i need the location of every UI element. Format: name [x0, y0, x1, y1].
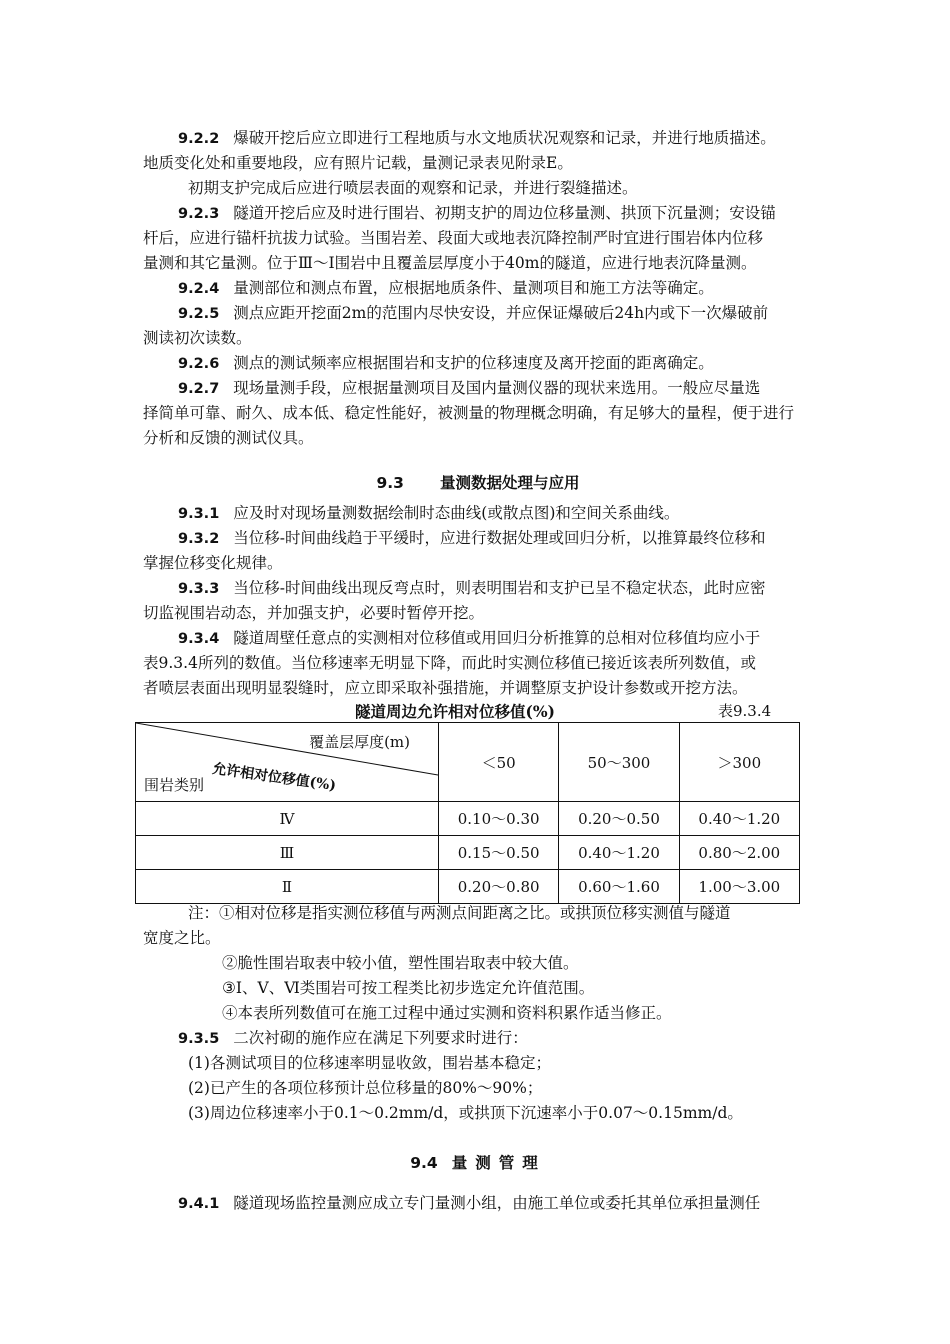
para-9-3-3-line1: 9.3.3 当位移-时间曲线出现反弯点时，则表明围岩和支护已呈不稳定状态，此时应密 — [178, 579, 766, 597]
requirement-item-2: (2)已产生的各项位移预计总位移量的80%～90%； — [188, 1079, 543, 1097]
note-2: ②脆性围岩取表中较小值，塑性围岩取表中较大值。 — [222, 954, 579, 972]
table-row — [136, 802, 800, 836]
table-row — [136, 836, 800, 870]
para-9-2-6: 9.2.6 测点的测试频率应根据围岩和支护的位移速度及离开挖面的距离确定。 — [178, 354, 714, 372]
table-cell: 0.10～0.30 — [439, 802, 559, 836]
para-9-2-3-line2: 杆后，应进行锚杆抗拔力试验。当围岩差、段面大或地表沉降控制严时宜进行围岩体内位移 — [143, 229, 764, 247]
corner-label-rock-class: 围岩类别 — [144, 776, 205, 794]
para-9-3-5: 9.3.5 二次衬砌的施作应在满足下列要求时进行： — [178, 1029, 528, 1047]
row-category: Ⅱ — [136, 870, 439, 904]
clause-number: 9.2.4 — [178, 281, 220, 297]
section-heading-9-4: 9.4 量测管理 — [410, 1153, 546, 1172]
clause-number: 9.2.2 — [178, 131, 220, 147]
column-header: 50～300 — [559, 723, 679, 802]
para-9-2-7-line3: 分析和反馈的测试仪具。 — [143, 429, 314, 447]
table-cell: 0.20～0.50 — [559, 802, 679, 836]
para-9-3-4-line2: 表9.3.4所列的数值。当位移速率无明显下降，而此时实测位移值已接近该表所列数值，或 — [143, 654, 756, 672]
clause-number: 9.3.4 — [178, 631, 220, 647]
note-1-line2: 宽度之比。 — [143, 929, 221, 947]
para-9-4-1: 9.4.1 隧道现场监控量测应成立专门量测小组，由施工单位或委托其单位承担量测任 — [178, 1194, 761, 1212]
corner-label-allowed-displacement: 允许相对位移值(%) — [211, 760, 337, 795]
table-header-row — [136, 723, 800, 802]
para-9-2-3-line1: 9.2.3 隧道开挖后应及时进行围岩、初期支护的周边位移量测、拱顶下沉量测；安设锚 — [178, 204, 776, 222]
section-heading-9-3: 9.3 量测数据处理与应用 — [376, 473, 580, 492]
displacement-table — [135, 722, 800, 904]
clause-number: 9.2.5 — [178, 306, 220, 322]
para-9-3-4-line1: 9.3.4 隧道周壁任意点的实测相对位移值或用回归分析推算的总相对位移值均应小于 — [178, 629, 761, 647]
para-9-2-7-line1: 9.2.7 现场量测手段，应根据量测项目及国内量测仪器的现状来选用。一般应尽量选 — [178, 379, 761, 397]
para-9-2-2-line3: 初期支护完成后应进行喷层表面的观察和记录，并进行裂缝描述。 — [188, 179, 638, 197]
para-9-2-3-line3: 量测和其它量测。位于Ⅲ～Ⅰ围岩中且覆盖层厚度小于40m的隧道，应进行地表沉降量测。 — [143, 254, 757, 272]
table-cell: 0.40～1.20 — [559, 836, 679, 870]
table-number: 表9.3.4 — [718, 702, 772, 720]
row-category: Ⅲ — [136, 836, 439, 870]
clause-number: 9.3.5 — [178, 1031, 220, 1047]
clause-number: 9.3.1 — [178, 506, 220, 522]
table-cell: 0.15～0.50 — [439, 836, 559, 870]
para-9-2-2-line1: 9.2.2 爆破开挖后应立即进行工程地质与水文地质状况观察和记录，并进行地质描述。 — [178, 129, 776, 147]
column-header: ＞300 — [679, 723, 799, 802]
row-category: Ⅳ — [136, 802, 439, 836]
para-9-2-5-line2: 测读初次读数。 — [143, 329, 252, 347]
table-cell: 0.40～1.20 — [679, 802, 799, 836]
clause-number: 9.2.6 — [178, 356, 220, 372]
para-9-2-7-line2: 择简单可靠、耐久、成本低、稳定性能好，被测量的物理概念明确，有足够大的量程，便于进行 — [143, 404, 795, 422]
clause-number: 9.4.1 — [178, 1196, 220, 1212]
clause-number: 9.2.7 — [178, 381, 220, 397]
table-cell: 0.80～2.00 — [679, 836, 799, 870]
clause-number: 9.3.2 — [178, 531, 220, 547]
table-corner-cell — [136, 723, 439, 802]
para-9-2-5-line1: 9.2.5 测点应距开挖面2m的范围内尽快安设，并应保证爆破后24h内或下一次爆破前 — [178, 304, 769, 322]
para-9-3-3-line2: 切监视围岩动态，并加强支护，必要时暂停开挖。 — [143, 604, 485, 622]
table-row — [136, 870, 800, 904]
requirement-item-1: (1)各测试项目的位移速率明显收敛，围岩基本稳定； — [188, 1054, 551, 1072]
note-1-line1: 注：①相对位移是指实测位移值与两测点间距离之比。或拱顶位移实测值与隧道 — [188, 904, 731, 922]
table-cell: 1.00～3.00 — [679, 870, 799, 904]
note-4: ④本表所列数值可在施工过程中通过实测和资料积累作适当修正。 — [222, 1004, 672, 1022]
para-9-2-2-line2: 地质变化处和重要地段，应有照片记载，量测记录表见附录E。 — [143, 154, 573, 172]
column-header: ＜50 — [439, 723, 559, 802]
table-cell: 0.60～1.60 — [559, 870, 679, 904]
para-9-3-2-line2: 掌握位移变化规律。 — [143, 554, 283, 572]
table-cell: 0.20～0.80 — [439, 870, 559, 904]
clause-number: 9.3.3 — [178, 581, 220, 597]
table-title: 隧道周边允许相对位移值(%) — [355, 702, 555, 721]
note-3: ③Ⅰ、Ⅴ、Ⅵ类围岩可按工程类比初步选定允许值范围。 — [222, 979, 595, 997]
para-9-3-2-line1: 9.3.2 当位移-时间曲线趋于平缓时，应进行数据处理或回归分析，以推算最终位移和 — [178, 529, 766, 547]
para-9-3-1: 9.3.1 应及时对现场量测数据绘制时态曲线(或散点图)和空间关系曲线。 — [178, 504, 680, 522]
clause-number: 9.2.3 — [178, 206, 220, 222]
para-9-3-4-line3: 者喷层表面出现明显裂缝时，应立即采取补强措施，并调整原支护设计参数或开挖方法。 — [143, 679, 748, 697]
para-9-2-4: 9.2.4 量测部位和测点布置，应根据地质条件、量测项目和施工方法等确定。 — [178, 279, 714, 297]
requirement-item-3: (3)周边位移速率小于0.1～0.2mm/d，或拱顶下沉速率小于0.07～0.15mm/d。 — [188, 1104, 743, 1122]
corner-label-cover-thickness: 覆盖层厚度(m) — [309, 733, 410, 751]
